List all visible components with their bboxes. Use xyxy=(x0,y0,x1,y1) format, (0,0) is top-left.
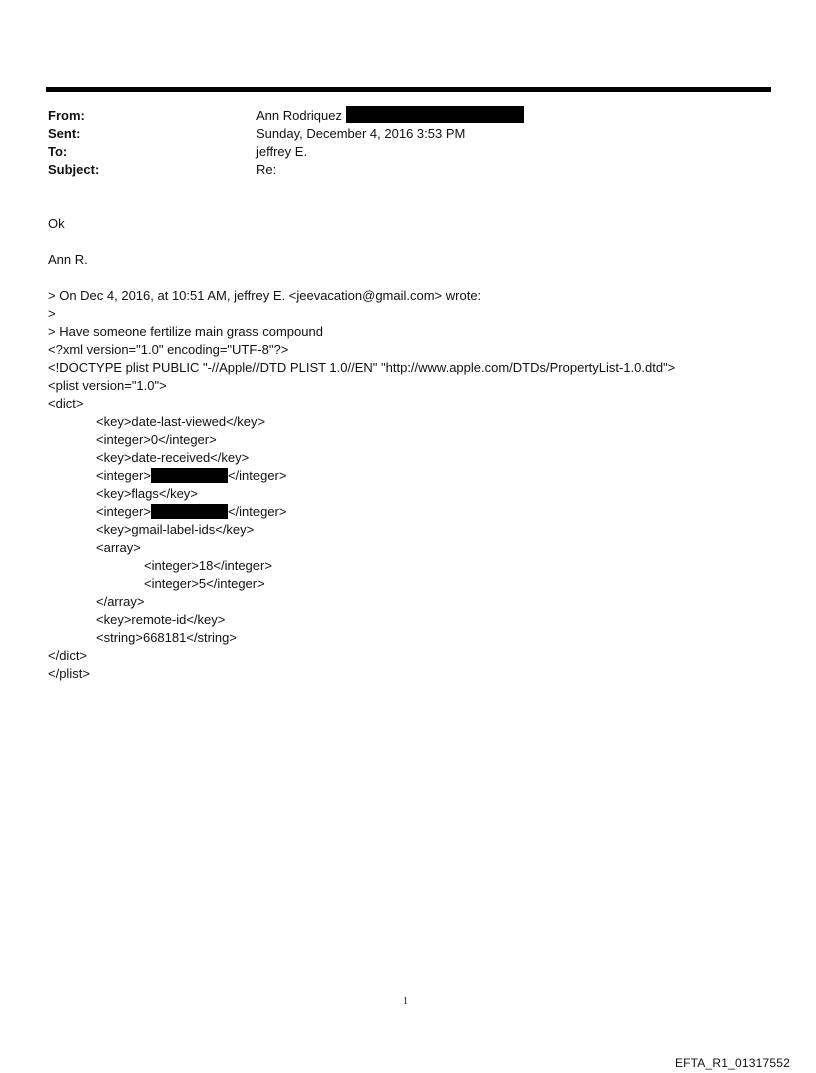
to-row xyxy=(48,143,748,161)
signature: Ann R. xyxy=(48,252,88,267)
key-remote-id: <key>remote-id</key> xyxy=(96,612,226,627)
email-header xyxy=(48,107,748,179)
key-date-last-viewed: <key>date-last-viewed</key> xyxy=(96,414,266,429)
redaction-block xyxy=(346,106,524,123)
to-value: jeffrey E. xyxy=(256,144,308,159)
document-id: EFTA_R1_01317552 xyxy=(674,1056,790,1070)
subject-label: Subject: xyxy=(48,162,100,177)
plist-doctype: <!DOCTYPE plist PUBLIC "-//Apple//DTD PLIST 1.0//EN" "http://www.apple.com/DTDs/PropertyList-1.0.dtd"> xyxy=(48,360,676,375)
integer-zero: <integer>0</integer> xyxy=(96,432,217,447)
quote-blank: > xyxy=(48,306,56,321)
dict-close: </dict> xyxy=(48,648,88,663)
subject-value: Re: xyxy=(256,162,277,177)
plist-xml-decl: <?xml version="1.0" encoding="UTF-8"?> xyxy=(48,342,289,357)
array-close: </array> xyxy=(96,594,145,609)
from-value-wrap xyxy=(256,107,524,125)
integer-close-tag: </integer> xyxy=(227,468,287,483)
dict-open: <dict> xyxy=(48,396,84,411)
array-open: <array> xyxy=(96,540,141,555)
quote-header: > On Dec 4, 2016, at 10:51 AM, jeffrey E. <jeevacation@gmail.com> wrote: xyxy=(48,288,482,303)
key-gmail-label-ids: <key>gmail-label-ids</key> xyxy=(96,522,255,537)
header-rule xyxy=(46,87,771,92)
key-date-received: <key>date-received</key> xyxy=(96,450,250,465)
sent-row xyxy=(48,125,748,143)
plist-close: </plist> xyxy=(48,666,90,681)
subject-row xyxy=(48,161,748,179)
integer-redacted-row xyxy=(48,503,788,521)
to-label: To: xyxy=(48,144,68,159)
reply-text: Ok xyxy=(48,216,65,231)
key-flags: <key>flags</key> xyxy=(96,486,198,501)
string-remote-id: <string>668181</string> xyxy=(96,630,237,645)
sent-label: Sent: xyxy=(48,126,81,141)
integer-open-tag: <integer> xyxy=(96,468,151,483)
from-row xyxy=(48,107,748,125)
redaction-block xyxy=(151,468,228,483)
email-body xyxy=(48,215,788,683)
sent-value: Sunday, December 4, 2016 3:53 PM xyxy=(256,126,466,141)
integer-close-tag: </integer> xyxy=(227,504,287,519)
quote-message: > Have someone fertilize main grass compound xyxy=(48,324,323,339)
plist-open: <plist version="1.0"> xyxy=(48,378,167,393)
integer-18: <integer>18</integer> xyxy=(144,558,272,573)
page-number: 1 xyxy=(403,996,408,1007)
redaction-block xyxy=(151,504,228,519)
from-label: From: xyxy=(48,108,85,123)
from-value: Ann Rodriquez xyxy=(256,108,342,123)
integer-5: <integer>5</integer> xyxy=(144,576,265,591)
integer-redacted-row xyxy=(48,467,788,485)
integer-open-tag: <integer> xyxy=(96,504,151,519)
